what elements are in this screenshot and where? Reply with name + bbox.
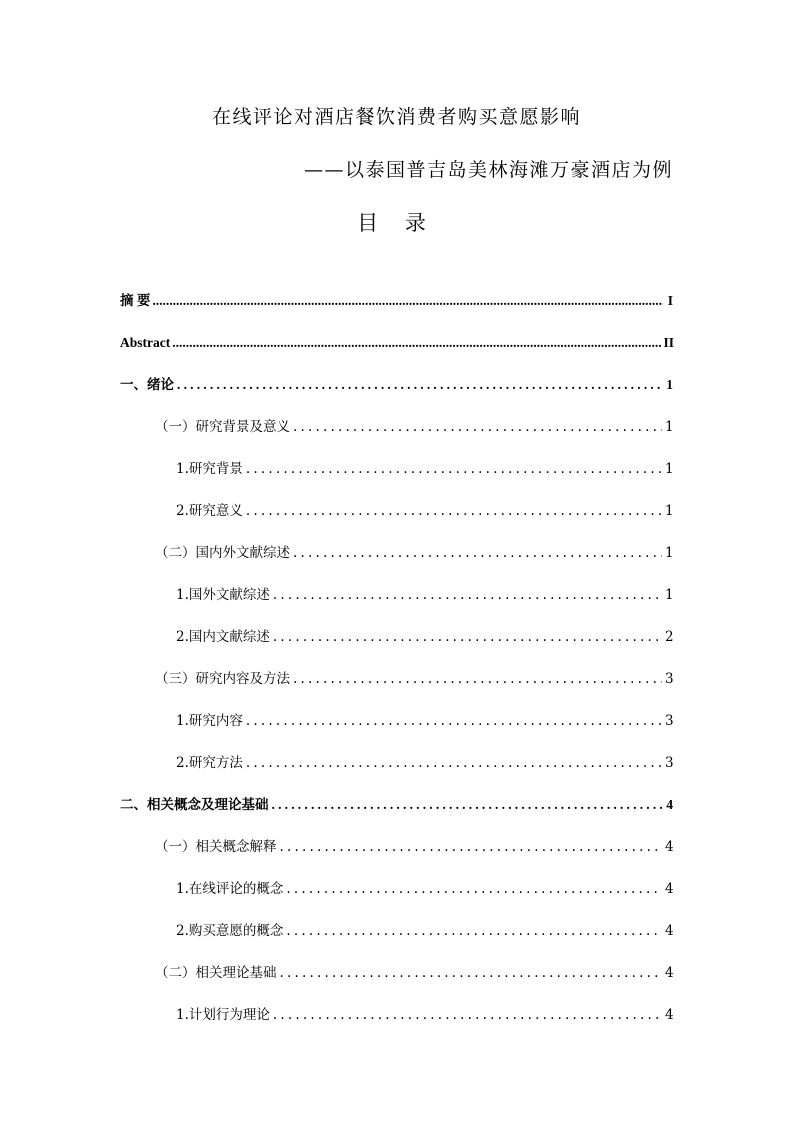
toc-entry-label: 国内外文献综述: [195, 545, 290, 561]
toc-heading: 目 录: [357, 211, 436, 235]
toc-leader: [246, 500, 662, 522]
toc-entry-label: 研究背景: [188, 461, 243, 477]
toc-leader: [273, 626, 662, 648]
toc-entry-number: 2.: [176, 755, 189, 771]
toc-entry-abstract-en[interactable]: [120, 332, 673, 354]
toc-leader: [286, 920, 662, 942]
toc-entry-label: 计划行为理论: [188, 1007, 270, 1023]
toc-entry-page: 3: [665, 713, 674, 729]
toc-entry-subsection-1-1-1[interactable]: [176, 458, 673, 480]
toc-entry-number: 1.: [176, 587, 189, 603]
toc-leader: [177, 374, 662, 396]
toc-entry-label: 相关概念及理论基础: [147, 797, 269, 812]
toc-leader: [246, 752, 662, 774]
toc-entry-section-1-3[interactable]: [155, 668, 673, 690]
toc-entry-page: 4: [665, 839, 674, 855]
toc-leader: [273, 584, 662, 606]
toc-leader: [293, 416, 662, 438]
toc-leader: [280, 836, 663, 858]
toc-entry-label: 研究内容及方法: [195, 671, 290, 687]
toc-entry-label: 相关理论基础: [195, 965, 277, 981]
toc-entry-subsection-1-1-2[interactable]: [176, 500, 673, 522]
toc-entry-abstract-cn[interactable]: [120, 290, 673, 312]
toc-leader: [286, 878, 662, 900]
toc-entry-page: 3: [665, 671, 674, 687]
document-title: 在线评论对酒店餐饮消费者购买意愿影响: [211, 106, 581, 128]
toc-entry-page: 2: [665, 629, 674, 645]
toc-entry-label: 国内文献综述: [188, 629, 270, 645]
toc-entry-number: 1.: [176, 1007, 189, 1023]
toc-entry-subsection-1-3-2[interactable]: [176, 752, 673, 774]
toc-entry-page: I: [667, 293, 673, 308]
toc-entry-label: 摘 要: [120, 293, 151, 308]
toc-entry-number: （二）: [155, 545, 196, 561]
toc-entry-subsection-1-2-2[interactable]: [176, 626, 673, 648]
toc-entry-label: 相关概念解释: [195, 839, 277, 855]
toc-entry-page: 1: [665, 545, 674, 561]
toc-entry-chapter-2[interactable]: [120, 794, 673, 816]
toc-entry-number: （二）: [155, 965, 196, 981]
toc-leader: [293, 542, 662, 564]
toc-entry-number: 1.: [176, 461, 189, 477]
toc-entry-page: 4: [666, 797, 673, 812]
toc-entry-label: 研究意义: [188, 503, 243, 519]
toc-entry-number: （一）: [155, 839, 196, 855]
toc-entry-number: 2.: [176, 629, 189, 645]
toc-entry-subsection-2-1-1[interactable]: [176, 878, 673, 900]
toc-entry-number: 1.: [176, 713, 189, 729]
toc-entry-label: 购买意愿的概念: [188, 923, 284, 939]
toc-entry-page: 1: [665, 503, 674, 519]
toc-entry-page: 4: [665, 881, 674, 897]
toc-entry-subsection-2-2-1[interactable]: [176, 1004, 673, 1026]
toc-entry-section-1-1[interactable]: [155, 416, 673, 438]
toc-leader: [273, 1004, 662, 1026]
toc-entry-subsection-1-2-1[interactable]: [176, 584, 673, 606]
toc-entry-number: 2.: [176, 923, 189, 939]
toc-entry-page: 1: [665, 587, 674, 603]
toc-entry-chapter-1[interactable]: [120, 374, 673, 396]
toc-entry-label: 研究方法: [188, 755, 243, 771]
toc-leader: [152, 290, 663, 312]
document-subtitle: ——以泰国普吉岛美林海滩万豪酒店为例: [303, 159, 673, 181]
toc-entry-label: 国外文献综述: [188, 587, 270, 603]
toc-entry-number: 二、: [120, 797, 147, 812]
toc-entry-page: 1: [665, 419, 674, 435]
toc-entry-section-2-1[interactable]: [155, 836, 673, 858]
toc-entry-number: 一、: [120, 377, 147, 392]
toc-entry-number: 1.: [176, 881, 189, 897]
toc-entry-section-1-2[interactable]: [155, 542, 673, 564]
toc-entry-page: 4: [665, 923, 674, 939]
toc-leader: [280, 962, 663, 984]
toc-entry-label: 研究背景及意义: [195, 419, 290, 435]
toc-entry-page: 3: [665, 755, 674, 771]
toc-entry-label: 在线评论的概念: [188, 881, 284, 897]
toc-entry-number: （三）: [155, 671, 196, 687]
toc-entry-number: 2.: [176, 503, 189, 519]
toc-entry-page: 4: [665, 1007, 674, 1023]
toc-entry-page: 4: [665, 965, 674, 981]
toc-entry-section-2-2[interactable]: [155, 962, 673, 984]
toc-leader: [246, 458, 662, 480]
toc-entry-number: （一）: [155, 419, 196, 435]
toc-leader: [272, 794, 663, 816]
toc-entry-page: 1: [666, 377, 673, 392]
toc-entry-subsection-2-1-2[interactable]: [176, 920, 673, 942]
toc-leader: [172, 332, 661, 354]
toc-entry-subsection-1-3-1[interactable]: [176, 710, 673, 732]
toc-entry-page: 1: [665, 461, 674, 477]
toc-leader: [246, 710, 662, 732]
toc-leader: [293, 668, 662, 690]
toc-entry-label: 研究内容: [188, 713, 243, 729]
toc-entry-label: Abstract: [120, 335, 171, 350]
toc-entry-label: 绪论: [147, 377, 174, 392]
toc-entry-page: II: [663, 335, 674, 350]
